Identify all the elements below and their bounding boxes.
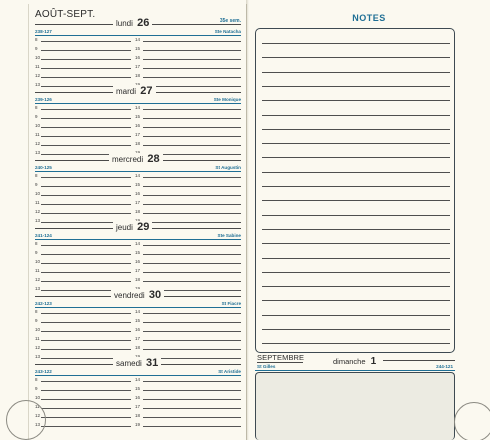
notes-ruled-line [262,115,450,116]
hour-line [41,426,131,427]
notes-ruled-line [262,43,450,44]
saint-name: St Augustin [215,165,241,170]
hour-line [143,417,241,418]
sunday-month-label: SEPTEMBRE [257,353,305,362]
hour-line [41,263,131,264]
hour-label: 17 [135,132,141,137]
hour-label: 9 [35,318,38,323]
hour-label: 15 [135,114,141,119]
notes-ruled-line [262,215,450,216]
hour-line [41,177,131,178]
hour-line [143,213,241,214]
hour-label: 14 [135,105,141,110]
hour-label: 9 [35,250,38,255]
day-count: 240-125 [35,165,52,170]
hour-line [41,313,131,314]
hour-label: 11 [35,404,40,409]
hour-line [143,136,241,137]
hour-label: 14 [135,37,141,42]
hour-label: 18 [135,413,141,418]
hour-label: 9 [35,114,38,119]
sunday-rule-left [257,362,303,363]
day-number: 30 [148,289,162,301]
hour-label: 8 [35,377,38,382]
day-weekday: vendredi [114,291,145,300]
sunday-notes-area[interactable] [255,372,455,440]
notes-ruled-line [262,200,450,201]
day-block [29,222,247,290]
week-number: 35e sem. [219,18,241,24]
day-meta-line [35,35,241,36]
hour-label: 10 [35,327,41,332]
hour-line [41,331,131,332]
hour-label: 8 [35,37,38,42]
hour-label: 10 [35,191,41,196]
hour-label: 13 [35,218,41,223]
day-block [29,290,247,358]
hour-line [41,213,131,214]
day-meta-line [35,307,241,308]
day-title [113,17,152,29]
day-block [29,154,247,222]
hour-label: 14 [135,309,141,314]
hour-line [41,381,131,382]
hour-label: 16 [135,123,141,128]
hour-label: 14 [135,173,141,178]
hour-line [143,109,241,110]
hour-label: 14 [135,241,141,246]
hour-line [41,50,131,51]
notes-ruled-line [262,172,450,173]
right-page [246,4,490,440]
hour-line [143,349,241,350]
hour-label: 9 [35,182,38,187]
hour-label: 18 [135,141,141,146]
hour-label: 9 [35,386,38,391]
notes-ruled-line [262,72,450,73]
hour-label: 17 [135,64,141,69]
hour-line [41,322,131,323]
sunday-meta-line [255,370,455,371]
hour-line [143,245,241,246]
notes-ruled-line [262,57,450,58]
notes-ruled-line [262,157,450,158]
hour-line [41,349,131,350]
hour-label: 12 [35,413,41,418]
corner-elastic-right [454,402,490,440]
sunday-header [255,354,455,366]
hour-line [143,254,241,255]
hour-label: 12 [35,209,41,214]
hour-line [143,118,241,119]
sunday-day-number: 1 [370,356,377,367]
notes-ruled-line [262,186,450,187]
sunday-rule-right [383,360,455,361]
hour-label: 18 [135,345,141,350]
hour-label: 17 [135,404,141,409]
day-count: 238-127 [35,29,52,34]
notes-area[interactable] [255,28,455,353]
hour-line [41,118,131,119]
hour-line [143,281,241,282]
hour-line [41,390,131,391]
notes-ruled-line [262,258,450,259]
hour-line [143,263,241,264]
hour-line [41,77,131,78]
day-block [29,358,247,426]
hour-label: 11 [35,64,40,69]
sunday-day-count: 244-121 [436,364,453,369]
hour-line [41,186,131,187]
sunday-block [255,354,455,440]
hour-label: 17 [135,336,141,341]
hour-label: 9 [35,46,38,51]
day-weekday: mardi [116,87,137,96]
hour-line [143,272,241,273]
hour-label: 15 [135,386,141,391]
hour-label: 13 [35,286,41,291]
hour-label: 19 [135,422,141,427]
hour-label: 13 [35,150,41,155]
hour-label: 11 [35,268,40,273]
hour-label: 10 [35,123,41,128]
left-page [28,4,246,440]
day-count: 239-126 [35,97,52,102]
hour-label: 18 [135,73,141,78]
hour-line [143,145,241,146]
hour-label: 15 [135,318,141,323]
hour-label: 12 [35,345,41,350]
hour-line [41,272,131,273]
hour-label: 16 [135,259,141,264]
saint-name: Ste Monique [213,97,241,102]
hour-label: 17 [135,268,141,273]
day-block [29,18,247,86]
sunday-weekday: dimanche [333,357,366,366]
notes-title: NOTES [352,13,386,23]
notes-ruled-line [262,286,450,287]
day-number: 31 [146,357,159,369]
sunday-title [333,356,376,367]
hour-label: 15 [135,46,141,51]
hour-line [41,195,131,196]
notes-ruled-line [262,272,450,273]
notes-ruled-line [262,229,450,230]
hour-label: 10 [35,55,41,60]
hour-line [143,313,241,314]
hour-line [143,77,241,78]
hour-line [143,50,241,51]
hour-label: 10 [35,395,41,400]
day-title [109,153,163,165]
hour-line [41,281,131,282]
hour-label: 10 [35,259,41,264]
notes-ruled-line [262,129,450,130]
hour-line [41,127,131,128]
hour-line [41,68,131,69]
day-title [113,85,156,97]
hour-label: 15 [135,182,141,187]
hour-label: 18 [135,277,141,282]
day-title [113,221,152,233]
notes-ruled-line [262,300,450,301]
saint-name: Ste Natacha [214,29,241,34]
hour-label: 11 [35,132,40,137]
notes-ruled-line [262,343,450,344]
hour-label: 18 [135,209,141,214]
day-weekday: samedi [116,359,142,368]
hour-line [143,426,241,427]
hour-line [143,68,241,69]
hour-line [41,59,131,60]
hour-line [143,127,241,128]
day-meta-line [35,375,241,376]
hour-line [41,136,131,137]
notes-ruled-line [262,86,450,87]
hour-label: 11 [35,336,40,341]
hour-line [143,322,241,323]
hour-line [143,390,241,391]
day-weekday: jeudi [116,223,133,232]
hour-line [41,145,131,146]
month-heading: AOÛT-SEPT. [35,9,96,20]
day-meta-line [35,103,241,104]
day-title [113,357,161,369]
hour-label: 8 [35,309,38,314]
sunday-saint: St Gilles [257,364,276,369]
hour-label: 14 [135,377,141,382]
day-number: 26 [137,17,150,29]
hour-label: 12 [35,73,41,78]
day-weekday: mercredi [112,155,144,164]
hour-label: 15 [135,250,141,255]
saint-name: St Fiacre [221,301,241,306]
hour-line [143,195,241,196]
hour-line [41,399,131,400]
notes-ruled-line [262,329,450,330]
hour-line [143,41,241,42]
hour-label: 16 [135,395,141,400]
hour-label: 13 [35,82,41,87]
day-weekday: lundi [116,19,133,28]
hour-label: 13 [35,354,41,359]
hour-line [143,186,241,187]
notes-ruled-line [262,100,450,101]
day-title [111,289,164,301]
notes-ruled-line [262,243,450,244]
day-number: 28 [147,153,160,165]
day-number: 27 [140,85,153,97]
hour-line [143,399,241,400]
hour-line [41,41,131,42]
hour-line [143,331,241,332]
hour-label: 11 [35,200,40,205]
saint-name: Ste Sabine [217,233,241,238]
hour-label: 13 [35,422,41,427]
hour-label: 8 [35,105,38,110]
hour-line [143,408,241,409]
hour-label: 16 [135,191,141,196]
day-count: 243-122 [35,369,52,374]
hour-label: 16 [135,327,141,332]
corner-elastic-left [6,400,46,440]
hour-label: 12 [35,277,41,282]
notes-ruled-line [262,143,450,144]
hour-line [41,254,131,255]
hour-line [41,109,131,110]
hour-line [143,177,241,178]
day-meta-line [35,239,241,240]
hour-label: 8 [35,173,38,178]
hour-line [41,417,131,418]
hour-label: 16 [135,55,141,60]
day-count: 241-124 [35,233,52,238]
notes-ruled-line [262,315,450,316]
hour-label: 8 [35,241,38,246]
hour-line [143,204,241,205]
hour-line [41,340,131,341]
hour-line [143,59,241,60]
day-count: 242-123 [35,301,52,306]
hour-line [41,204,131,205]
hour-line [41,245,131,246]
hour-line [143,340,241,341]
hour-line [41,408,131,409]
saint-name: St Aristide [218,369,241,374]
day-meta-line [35,171,241,172]
hour-line [143,381,241,382]
hour-label: 12 [35,141,41,146]
day-block [29,86,247,154]
day-number: 29 [137,221,150,233]
hour-label: 17 [135,200,141,205]
